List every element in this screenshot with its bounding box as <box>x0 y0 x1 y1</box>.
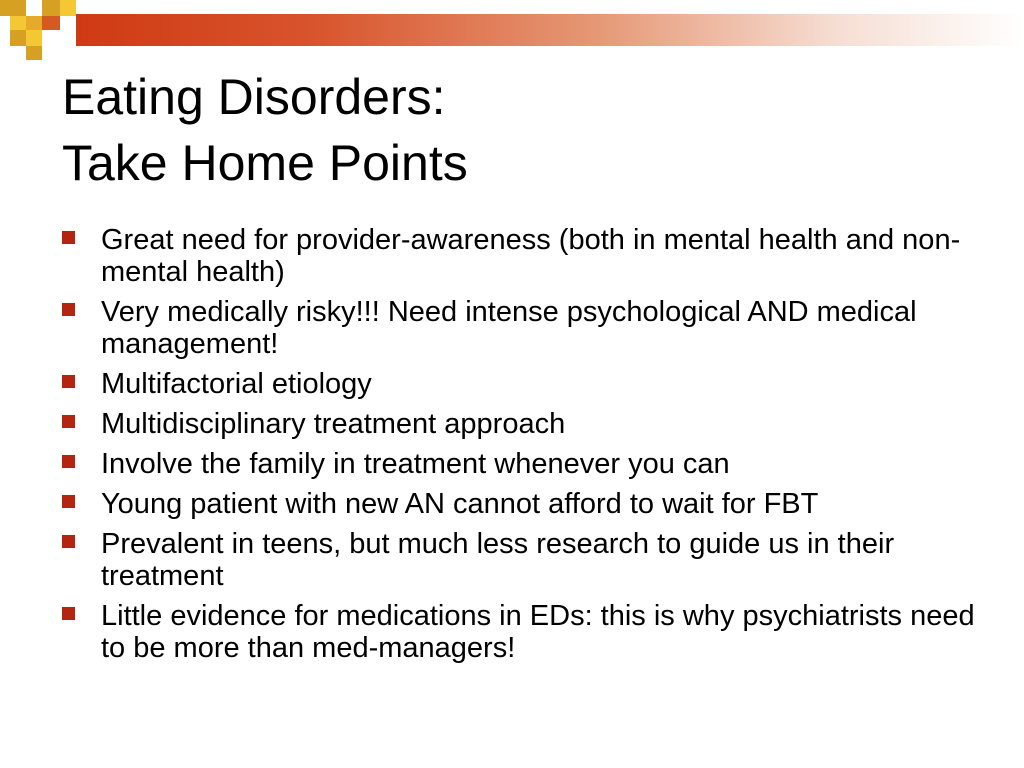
square-bullet-icon <box>62 415 75 428</box>
square-bullet-icon <box>62 303 75 316</box>
slide-title <box>62 64 468 196</box>
bullet-item <box>62 600 982 664</box>
decor-square <box>0 0 26 16</box>
bullet-text: Prevalent in teens, but much less research to guide us in their treatment <box>101 528 895 592</box>
bullet-text: Multidisciplinary treatment approach <box>101 408 566 440</box>
header-gradient-band <box>76 14 1024 46</box>
bullet-item <box>62 488 982 520</box>
slide-title-line-2: Take Home Points <box>62 135 468 191</box>
bullet-item <box>62 296 982 360</box>
decor-square <box>10 30 26 46</box>
square-bullet-icon <box>62 231 75 244</box>
bullet-item <box>62 224 982 288</box>
square-bullet-icon <box>62 535 75 548</box>
square-bullet-icon <box>62 455 75 468</box>
bullet-text: Multifactorial etiology <box>101 368 372 400</box>
bullet-text: Very medically risky!!! Need intense psychological AND medical management! <box>101 296 917 360</box>
bullet-item <box>62 408 982 440</box>
decor-square <box>60 0 76 16</box>
decor-square <box>10 16 26 30</box>
decor-square <box>26 16 42 30</box>
bullet-text: Involve the family in treatment whenever you can <box>101 448 730 480</box>
bullet-item <box>62 368 982 400</box>
square-bullet-icon <box>62 607 75 620</box>
bullet-text: Young patient with new AN cannot afford to wait for FBT <box>101 488 819 520</box>
square-bullet-icon <box>62 495 75 508</box>
decor-square <box>26 46 42 60</box>
square-bullet-icon <box>62 375 75 388</box>
bullet-list <box>62 224 982 672</box>
slide-title-line-1: Eating Disorders: <box>62 69 446 125</box>
decor-square <box>26 30 42 46</box>
bullet-text: Little evidence for medications in EDs: this is why psychiatrists need to be more than med-managers! <box>101 600 975 664</box>
bullet-text: Great need for provider-awareness (both in mental health and non-mental health) <box>101 224 961 288</box>
bullet-item <box>62 448 982 480</box>
bullet-item <box>62 528 982 592</box>
decor-square <box>42 16 60 30</box>
decor-square <box>42 0 60 16</box>
